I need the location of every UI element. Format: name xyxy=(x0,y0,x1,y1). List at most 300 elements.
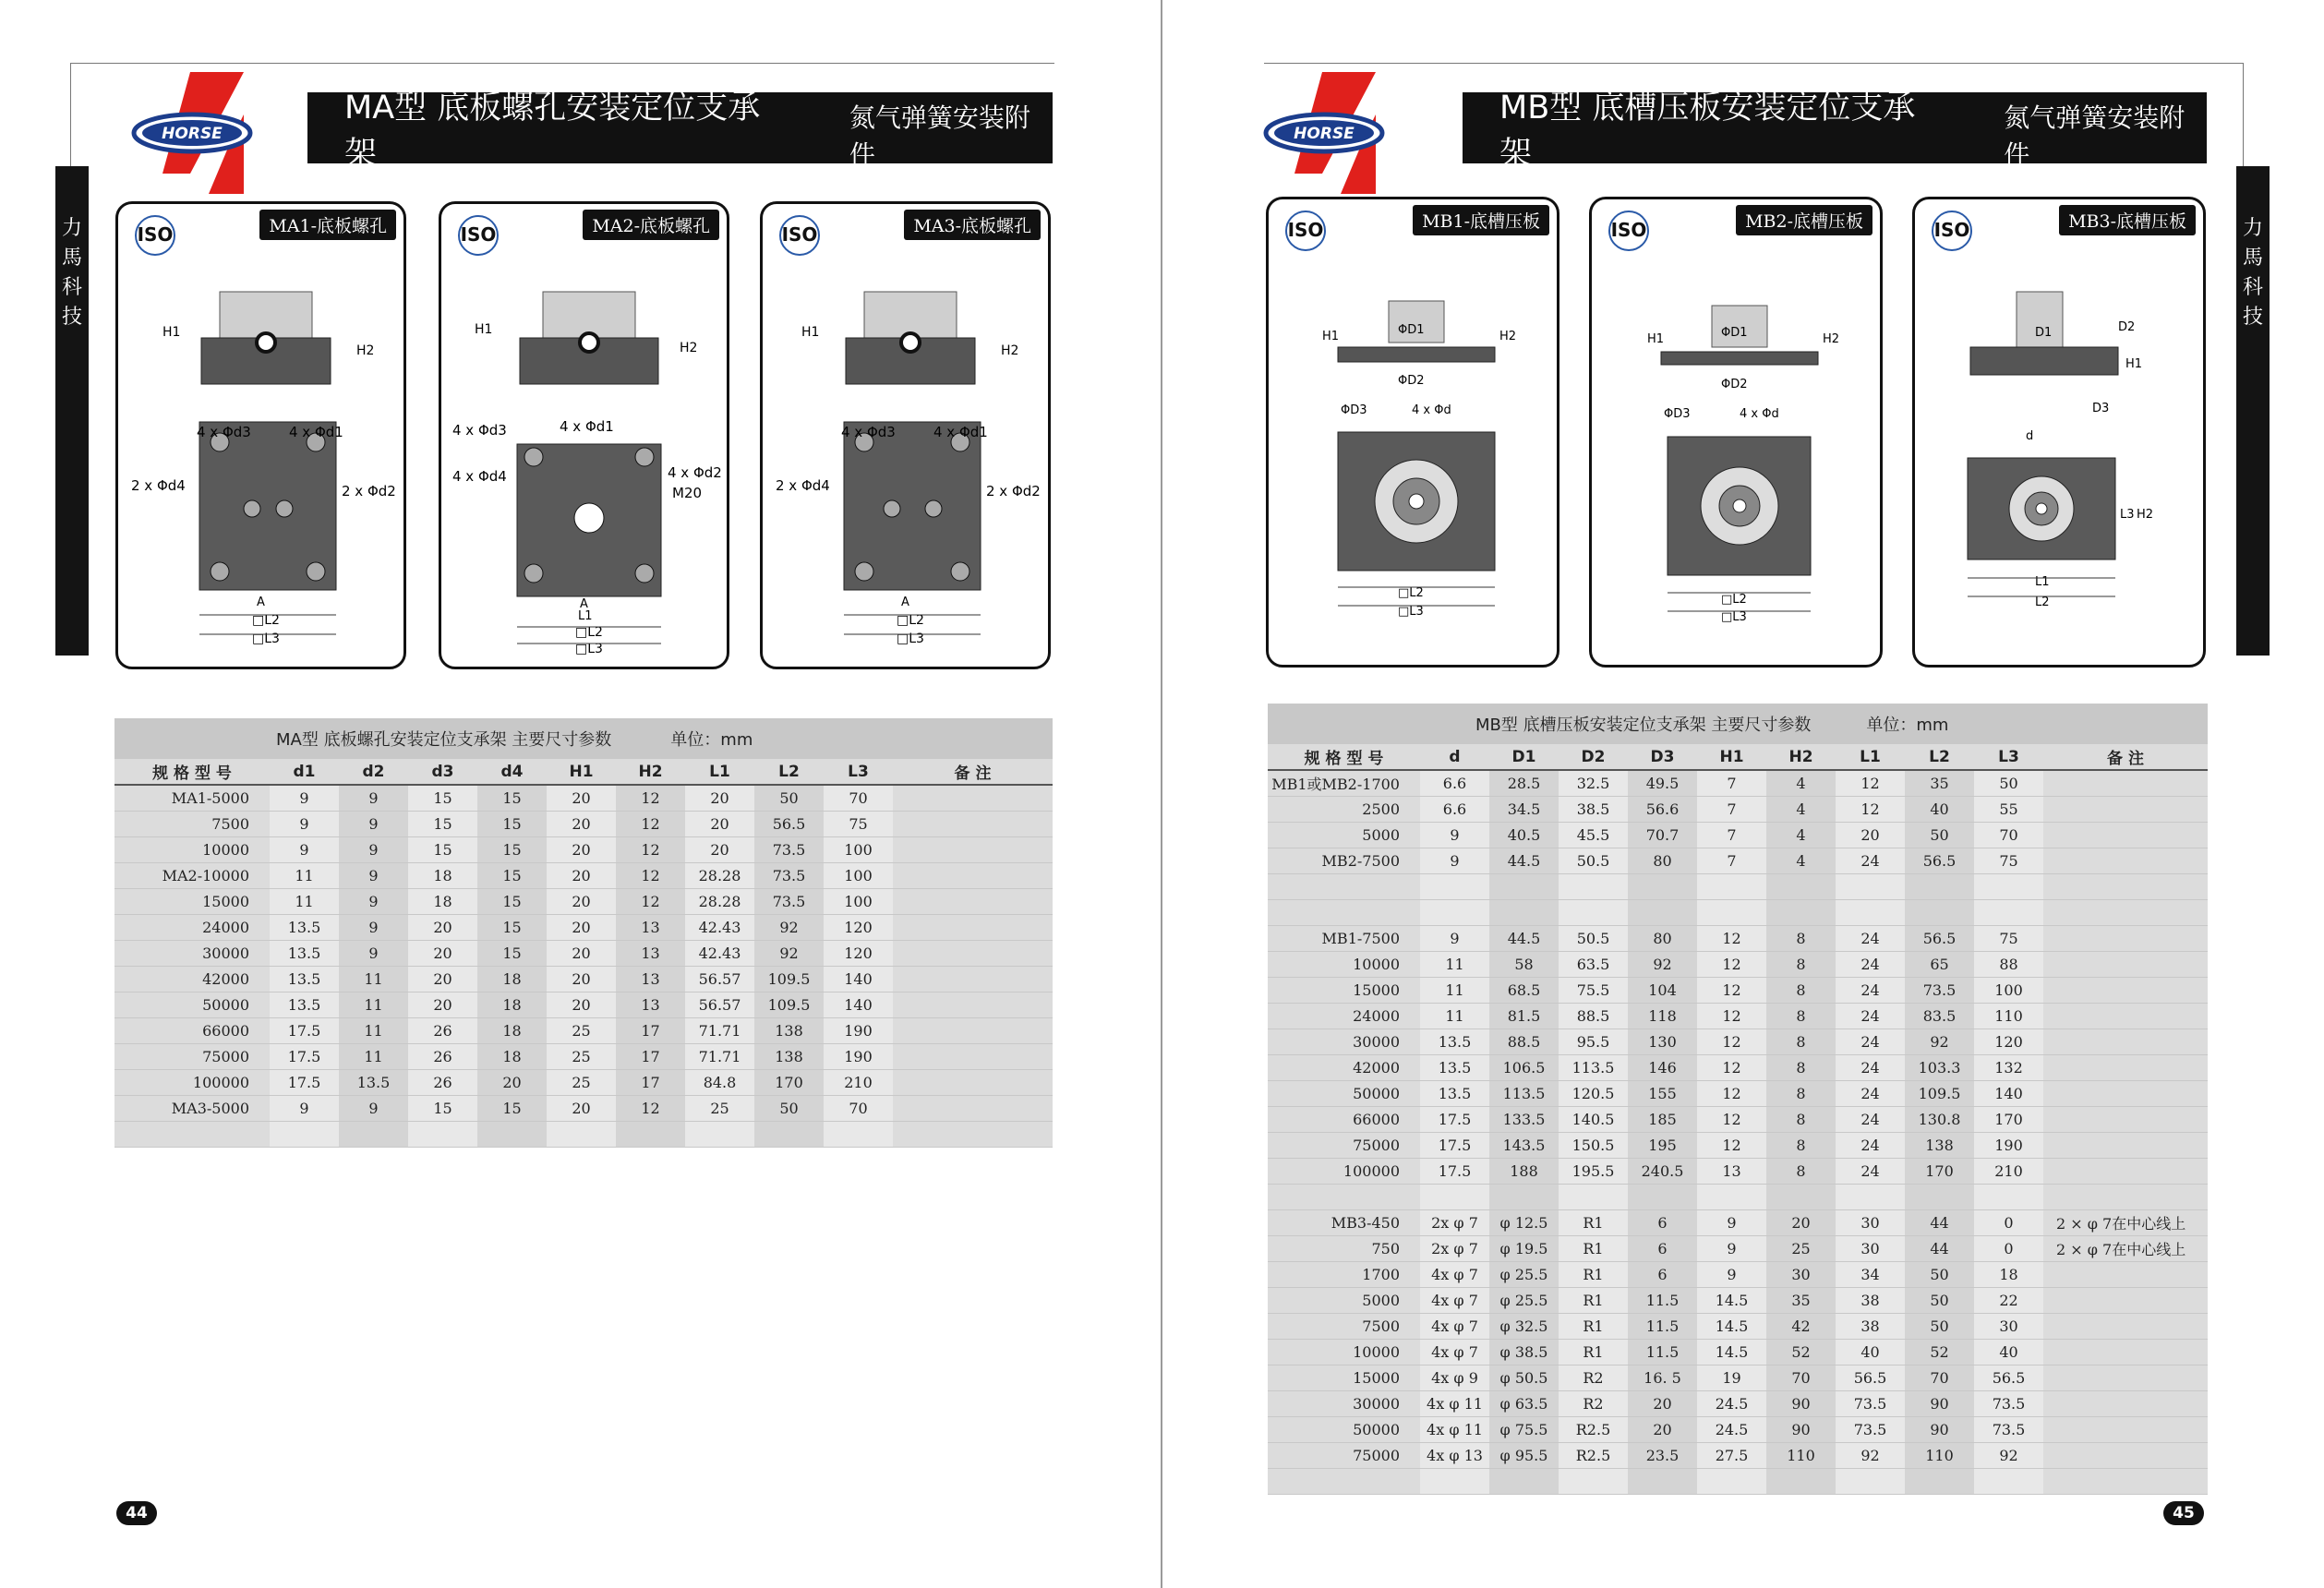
value-cell: 70 xyxy=(1766,1365,1836,1390)
value-cell: 44 xyxy=(1905,1235,1974,1261)
value-cell: 170 xyxy=(1974,1106,2043,1132)
value-cell: 24 xyxy=(1836,1158,1905,1184)
value-cell: 73.5 xyxy=(754,836,824,862)
value-cell: 2 × φ 7在中心线上 xyxy=(2043,1235,2208,1261)
side-tab-char: 力 xyxy=(2242,217,2263,240)
svg-text:□L3: □L3 xyxy=(252,632,280,646)
value-cell: 11 xyxy=(270,862,339,888)
table-row xyxy=(1268,1106,2208,1132)
value-cell: 26 xyxy=(408,1017,477,1043)
value-cell: φ 95.5 xyxy=(1489,1442,1559,1468)
column-header: d1 xyxy=(270,759,339,785)
value-cell: R2.5 xyxy=(1559,1416,1628,1442)
value-cell: 2 × φ 7在中心线上 xyxy=(2043,1209,2208,1235)
model-cell: 10000 xyxy=(1268,1339,1420,1365)
empty-cell xyxy=(1905,1184,1974,1209)
table-row xyxy=(1268,1261,2208,1287)
value-cell: 56.5 xyxy=(1905,848,1974,873)
column-header: 备 注 xyxy=(2043,744,2208,770)
value-cell: 30 xyxy=(1766,1261,1836,1287)
svg-text:ΦD3: ΦD3 xyxy=(1341,403,1367,417)
value-cell: 19 xyxy=(1697,1365,1766,1390)
model-cell: 10000 xyxy=(114,836,270,862)
value-cell xyxy=(2043,1313,2208,1339)
page-title: MA型 底板螺孔安装定位支承架 xyxy=(344,89,761,173)
value-cell: 210 xyxy=(1974,1158,2043,1184)
value-cell: 75 xyxy=(1974,925,2043,951)
empty-cell xyxy=(1766,899,1836,925)
value-cell: 6.6 xyxy=(1420,770,1489,796)
value-cell: 68.5 xyxy=(1489,977,1559,1003)
svg-text:□L3: □L3 xyxy=(1721,610,1747,624)
value-cell: 73.5 xyxy=(1836,1416,1905,1442)
value-cell: 15 xyxy=(408,811,477,836)
ma1-drawing xyxy=(118,204,406,669)
value-cell: 104 xyxy=(1628,977,1697,1003)
table-row xyxy=(1268,1080,2208,1106)
value-cell: 7 xyxy=(1697,848,1766,873)
value-cell: R2.5 xyxy=(1559,1442,1628,1468)
value-cell: 15 xyxy=(477,1095,547,1121)
column-header: L2 xyxy=(754,759,824,785)
value-cell: 12 xyxy=(1697,1029,1766,1054)
value-cell: 11 xyxy=(270,888,339,914)
value-cell xyxy=(893,836,1053,862)
value-cell: 11 xyxy=(339,966,408,992)
value-cell: 71.71 xyxy=(685,1043,754,1069)
value-cell: 17 xyxy=(616,1017,685,1043)
empty-cell xyxy=(1905,899,1974,925)
value-cell: 20 xyxy=(1628,1416,1697,1442)
value-cell: 18 xyxy=(408,862,477,888)
value-cell: 20 xyxy=(547,862,616,888)
value-cell: 23.5 xyxy=(1628,1442,1697,1468)
svg-text:H1: H1 xyxy=(475,322,493,337)
value-cell: 4x φ 7 xyxy=(1420,1261,1489,1287)
empty-cell xyxy=(1420,899,1489,925)
value-cell: 100 xyxy=(824,862,893,888)
empty-cell xyxy=(1974,1184,2043,1209)
value-cell: 17.5 xyxy=(270,1017,339,1043)
column-header: 备 注 xyxy=(893,759,1053,785)
value-cell: 140.5 xyxy=(1559,1106,1628,1132)
value-cell: 14.5 xyxy=(1697,1287,1766,1313)
value-cell: 34 xyxy=(1836,1261,1905,1287)
value-cell: 24 xyxy=(1836,1003,1905,1029)
value-cell: 12 xyxy=(1697,1080,1766,1106)
corner-rule xyxy=(70,63,71,166)
value-cell: 56.5 xyxy=(1905,925,1974,951)
model-cell: 75000 xyxy=(1268,1132,1420,1158)
svg-text:H1: H1 xyxy=(2125,357,2143,371)
model-cell: 42000 xyxy=(114,966,270,992)
value-cell: 92 xyxy=(1905,1029,1974,1054)
value-cell: 13.5 xyxy=(1420,1029,1489,1054)
value-cell: 8 xyxy=(1766,1106,1836,1132)
value-cell: 44.5 xyxy=(1489,925,1559,951)
value-cell: 42.43 xyxy=(685,914,754,940)
value-cell: 12 xyxy=(1697,925,1766,951)
table-row xyxy=(1268,1132,2208,1158)
value-cell: 20 xyxy=(685,811,754,836)
value-cell: 20 xyxy=(1628,1390,1697,1416)
value-cell: 11.5 xyxy=(1628,1339,1697,1365)
table-row xyxy=(1268,1339,2208,1365)
product-card-mb1 xyxy=(1266,197,1559,668)
value-cell: 56.5 xyxy=(1974,1365,2043,1390)
svg-text:4 x Φd1: 4 x Φd1 xyxy=(560,418,614,435)
svg-text:□L2: □L2 xyxy=(575,625,603,640)
empty-cell xyxy=(2043,873,2208,899)
ma2-drawing xyxy=(441,204,729,669)
table-row xyxy=(1268,1442,2208,1468)
value-cell xyxy=(2043,1442,2208,1468)
value-cell: 190 xyxy=(824,1043,893,1069)
value-cell xyxy=(893,1069,1053,1095)
empty-cell xyxy=(616,1121,685,1147)
value-cell: 11 xyxy=(1420,1003,1489,1029)
value-cell: 9 xyxy=(339,1095,408,1121)
value-cell: 18 xyxy=(408,888,477,914)
model-cell: 30000 xyxy=(1268,1390,1420,1416)
value-cell xyxy=(2043,770,2208,796)
table-spacer-row xyxy=(1268,1184,2208,1209)
svg-text:ISO: ISO xyxy=(460,223,497,246)
product-card-ma1 xyxy=(115,201,406,669)
value-cell: 9 xyxy=(1697,1261,1766,1287)
empty-cell xyxy=(685,1121,754,1147)
side-tab-char: 技 xyxy=(2242,305,2263,329)
value-cell xyxy=(893,811,1053,836)
value-cell: 56.5 xyxy=(754,811,824,836)
value-cell xyxy=(893,1043,1053,1069)
svg-text:A: A xyxy=(257,596,265,609)
value-cell xyxy=(2043,1106,2208,1132)
value-cell: 12 xyxy=(1697,1003,1766,1029)
value-cell: 28.5 xyxy=(1489,770,1559,796)
table-row xyxy=(114,811,1053,836)
value-cell: φ 38.5 xyxy=(1489,1339,1559,1365)
svg-text:H1: H1 xyxy=(1647,332,1665,346)
empty-cell xyxy=(1559,1184,1628,1209)
value-cell: 100 xyxy=(1974,977,2043,1003)
empty-cell xyxy=(408,1121,477,1147)
value-cell: 73.5 xyxy=(1905,977,1974,1003)
value-cell: 133.5 xyxy=(1489,1106,1559,1132)
value-cell: 44 xyxy=(1905,1209,1974,1235)
svg-text:L1: L1 xyxy=(578,609,593,623)
column-header: 规 格 型 号 xyxy=(114,759,270,785)
svg-text:2 x Φd2: 2 x Φd2 xyxy=(342,483,396,499)
value-cell: 140 xyxy=(824,966,893,992)
value-cell: 50 xyxy=(1905,1287,1974,1313)
value-cell: 9 xyxy=(270,811,339,836)
value-cell: 113.5 xyxy=(1489,1080,1559,1106)
value-cell: 13.5 xyxy=(339,1069,408,1095)
value-cell: 9 xyxy=(339,862,408,888)
value-cell: 15 xyxy=(477,940,547,966)
value-cell: 55 xyxy=(1974,796,2043,822)
value-cell: 92 xyxy=(1974,1442,2043,1468)
value-cell: 120.5 xyxy=(1559,1080,1628,1106)
value-cell: 15 xyxy=(477,888,547,914)
table-row xyxy=(1268,770,2208,796)
value-cell: 18 xyxy=(1974,1261,2043,1287)
value-cell: 13 xyxy=(1697,1158,1766,1184)
svg-text:M20: M20 xyxy=(672,485,703,501)
empty-cell xyxy=(1489,1184,1559,1209)
value-cell: 24 xyxy=(1836,1132,1905,1158)
value-cell: 110 xyxy=(1766,1442,1836,1468)
empty-cell xyxy=(1268,1468,1420,1494)
empty-cell xyxy=(2043,899,2208,925)
value-cell: 25 xyxy=(547,1043,616,1069)
model-cell: 100000 xyxy=(114,1069,270,1095)
value-cell: 8 xyxy=(1766,1080,1836,1106)
logo-text: HORSE xyxy=(162,125,223,143)
empty-cell xyxy=(1836,899,1905,925)
svg-text:4 x Φd3: 4 x Φd3 xyxy=(841,424,896,440)
svg-text:2 x Φd4: 2 x Φd4 xyxy=(776,477,830,494)
empty-cell xyxy=(1420,1468,1489,1494)
svg-text:4 x Φd: 4 x Φd xyxy=(1412,403,1451,417)
card-label: MB2-底槽压板 xyxy=(1736,205,1872,235)
value-cell xyxy=(2043,925,2208,951)
value-cell: 4x φ 7 xyxy=(1420,1287,1489,1313)
value-cell: 138 xyxy=(754,1017,824,1043)
table-row xyxy=(1268,1054,2208,1080)
table-spacer-row xyxy=(1268,899,2208,925)
value-cell: 80 xyxy=(1628,848,1697,873)
value-cell: 106.5 xyxy=(1489,1054,1559,1080)
card-label: MB1-底槽压板 xyxy=(1413,205,1549,235)
table-title: MA型 底板螺孔安装定位支承架 主要尺寸参数 xyxy=(276,730,612,750)
side-tab-char: 馬 xyxy=(61,246,82,270)
horse-logo xyxy=(1263,72,1392,198)
value-cell: 6 xyxy=(1628,1209,1697,1235)
value-cell: 50 xyxy=(1905,822,1974,848)
empty-cell xyxy=(1489,873,1559,899)
svg-text:4 x Φd2: 4 x Φd2 xyxy=(668,464,722,481)
page-number: 44 xyxy=(116,1501,157,1525)
value-cell: 13.5 xyxy=(1420,1054,1489,1080)
value-cell: 8 xyxy=(1766,1003,1836,1029)
mb2-drawing xyxy=(1592,199,1883,668)
value-cell: 24 xyxy=(1836,1080,1905,1106)
card-label: MA2-底板螺孔 xyxy=(583,210,719,240)
value-cell: 2x φ 7 xyxy=(1420,1235,1489,1261)
value-cell xyxy=(893,992,1053,1017)
side-tab-char: 力 xyxy=(61,217,82,240)
table-row xyxy=(114,1017,1053,1043)
empty-cell xyxy=(1766,873,1836,899)
model-cell: MB1或MB2-1700 xyxy=(1268,770,1420,796)
value-cell: 4x φ 11 xyxy=(1420,1390,1489,1416)
value-cell: 120 xyxy=(824,914,893,940)
value-cell: 95.5 xyxy=(1559,1029,1628,1054)
value-cell: 110 xyxy=(1905,1442,1974,1468)
value-cell: 143.5 xyxy=(1489,1132,1559,1158)
value-cell: 9 xyxy=(1420,822,1489,848)
svg-text:ΦD1: ΦD1 xyxy=(1398,323,1425,337)
value-cell: 20 xyxy=(547,836,616,862)
column-header: d4 xyxy=(477,759,547,785)
svg-text:4 x Φd: 4 x Φd xyxy=(1740,407,1779,421)
value-cell: 13.5 xyxy=(270,940,339,966)
value-cell: 24 xyxy=(1836,848,1905,873)
value-cell: 17 xyxy=(616,1069,685,1095)
value-cell: 195 xyxy=(1628,1132,1697,1158)
value-cell: 8 xyxy=(1766,951,1836,977)
value-cell: 25 xyxy=(1766,1235,1836,1261)
empty-cell xyxy=(1836,1184,1905,1209)
svg-text:ISO: ISO xyxy=(781,223,818,246)
value-cell: 44.5 xyxy=(1489,848,1559,873)
value-cell: 24 xyxy=(1836,951,1905,977)
value-cell xyxy=(2043,1416,2208,1442)
value-cell: 13.5 xyxy=(270,992,339,1017)
value-cell: 20 xyxy=(547,914,616,940)
model-cell: 2500 xyxy=(1268,796,1420,822)
value-cell: 210 xyxy=(824,1069,893,1095)
value-cell: 70 xyxy=(824,785,893,811)
value-cell: 50 xyxy=(1905,1261,1974,1287)
model-cell: 50000 xyxy=(1268,1416,1420,1442)
empty-cell xyxy=(1628,899,1697,925)
empty-cell xyxy=(1628,873,1697,899)
model-cell: 5000 xyxy=(1268,1287,1420,1313)
value-cell: 20 xyxy=(547,966,616,992)
value-cell: 110 xyxy=(1974,1003,2043,1029)
value-cell: 240.5 xyxy=(1628,1158,1697,1184)
svg-text:L1: L1 xyxy=(2035,575,2050,589)
table-row xyxy=(114,1043,1053,1069)
value-cell: 190 xyxy=(1974,1132,2043,1158)
table-row xyxy=(114,914,1053,940)
value-cell: 12 xyxy=(1836,770,1905,796)
value-cell: 14.5 xyxy=(1697,1313,1766,1339)
value-cell xyxy=(893,966,1053,992)
value-cell: 20 xyxy=(547,785,616,811)
value-cell: 100 xyxy=(824,888,893,914)
corner-rule xyxy=(2243,63,2244,166)
column-header: H1 xyxy=(547,759,616,785)
svg-text:□L2: □L2 xyxy=(252,613,280,628)
svg-text:□L3: □L3 xyxy=(575,642,603,656)
value-cell: 17.5 xyxy=(270,1069,339,1095)
empty-cell xyxy=(1766,1184,1836,1209)
value-cell xyxy=(2043,796,2208,822)
model-cell: 66000 xyxy=(114,1017,270,1043)
value-cell: 20 xyxy=(685,836,754,862)
value-cell: R2 xyxy=(1559,1390,1628,1416)
value-cell: 24 xyxy=(1836,1054,1905,1080)
value-cell: 92 xyxy=(1836,1442,1905,1468)
value-cell: 52 xyxy=(1905,1339,1974,1365)
model-cell: 24000 xyxy=(1268,1003,1420,1029)
value-cell: 42.43 xyxy=(685,940,754,966)
card-label: MB3-底槽压板 xyxy=(2059,205,2196,235)
svg-text:□L3: □L3 xyxy=(1398,605,1424,619)
value-cell: 73.5 xyxy=(1974,1416,2043,1442)
top-rule xyxy=(70,63,1054,64)
value-cell: φ 25.5 xyxy=(1489,1261,1559,1287)
model-cell: MA2-10000 xyxy=(114,862,270,888)
value-cell xyxy=(2043,1054,2208,1080)
value-cell: 42 xyxy=(1766,1313,1836,1339)
table-row xyxy=(114,992,1053,1017)
svg-text:ΦD3: ΦD3 xyxy=(1664,407,1691,421)
value-cell: 13.5 xyxy=(270,966,339,992)
value-cell: 130.8 xyxy=(1905,1106,1974,1132)
value-cell: 20 xyxy=(1836,822,1905,848)
value-cell: 24.5 xyxy=(1697,1416,1766,1442)
product-card-ma2 xyxy=(439,201,729,669)
value-cell: 27.5 xyxy=(1697,1442,1766,1468)
value-cell: 12 xyxy=(1697,1132,1766,1158)
model-cell: 750 xyxy=(1268,1235,1420,1261)
empty-cell xyxy=(1697,1468,1766,1494)
value-cell: 28.28 xyxy=(685,888,754,914)
value-cell: 7 xyxy=(1697,796,1766,822)
value-cell: 38 xyxy=(1836,1287,1905,1313)
value-cell: 9 xyxy=(270,1095,339,1121)
table-row xyxy=(1268,1313,2208,1339)
table-row xyxy=(1268,1390,2208,1416)
value-cell: φ 75.5 xyxy=(1489,1416,1559,1442)
value-cell: 25 xyxy=(547,1017,616,1043)
value-cell: 50 xyxy=(1905,1313,1974,1339)
empty-cell xyxy=(1559,1468,1628,1494)
value-cell: 56.57 xyxy=(685,966,754,992)
value-cell: 100 xyxy=(824,836,893,862)
model-cell: 100000 xyxy=(1268,1158,1420,1184)
svg-text:□L2: □L2 xyxy=(1398,586,1424,600)
table-row xyxy=(114,785,1053,811)
model-cell: 75000 xyxy=(1268,1442,1420,1468)
svg-text:H2: H2 xyxy=(1001,343,1019,358)
value-cell: 15 xyxy=(408,836,477,862)
value-cell: 130 xyxy=(1628,1029,1697,1054)
value-cell: 24 xyxy=(1836,925,1905,951)
svg-text:2 x Φd4: 2 x Φd4 xyxy=(131,477,186,494)
column-header: D2 xyxy=(1559,744,1628,770)
empty-cell xyxy=(1974,873,2043,899)
svg-text:ΦD1: ΦD1 xyxy=(1721,326,1748,340)
table-row xyxy=(1268,1209,2208,1235)
table-row xyxy=(1268,1029,2208,1054)
value-cell: 9 xyxy=(339,811,408,836)
column-header: d3 xyxy=(408,759,477,785)
svg-text:D2: D2 xyxy=(2118,320,2136,334)
value-cell: 13.5 xyxy=(1420,1080,1489,1106)
svg-text:D3: D3 xyxy=(2092,402,2110,415)
table-row xyxy=(114,940,1053,966)
value-cell: 15 xyxy=(408,1095,477,1121)
svg-text:H2: H2 xyxy=(1499,330,1517,343)
mb3-drawing xyxy=(1915,199,2206,668)
value-cell: 84.8 xyxy=(685,1069,754,1095)
value-cell: 12 xyxy=(616,1095,685,1121)
value-cell xyxy=(893,888,1053,914)
column-header: L2 xyxy=(1905,744,1974,770)
top-rule xyxy=(1264,63,2243,64)
value-cell xyxy=(2043,1003,2208,1029)
table-unit: 单位：mm xyxy=(1866,716,1949,735)
value-cell: 20 xyxy=(477,1069,547,1095)
value-cell: 9 xyxy=(339,836,408,862)
product-card-mb3 xyxy=(1912,197,2206,668)
